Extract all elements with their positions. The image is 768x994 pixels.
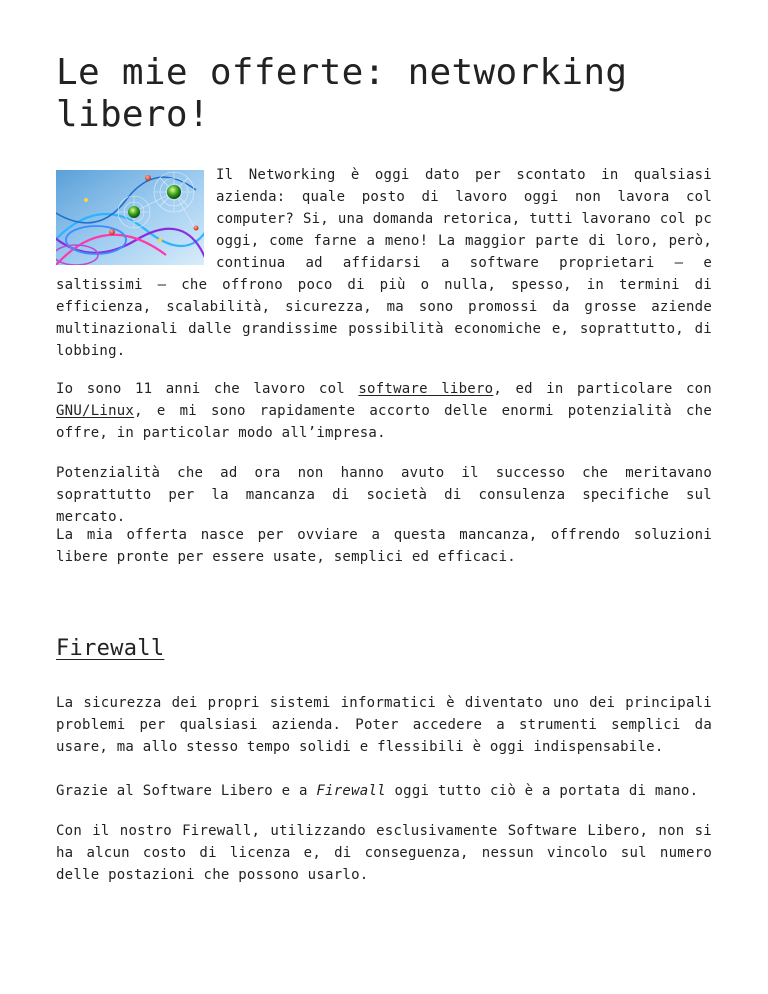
- paragraph-potenzialita: [56, 462, 712, 528]
- paragraph-software-libero: [56, 378, 712, 444]
- firewall-paragraph-3: Con il nostro Firewall, utilizzando esclusivamente Software Libero, non si ha alcun costo di licenza e, di conseguenza, nessun vincolo sul numero delle postazioni che possono usarlo.: [56, 823, 712, 883]
- p2-text-before: Io sono 11 anni che lavoro col: [56, 381, 359, 397]
- firewall-paragraph-1-block: [56, 692, 712, 758]
- firewall-paragraph-3-block: [56, 820, 712, 886]
- paragraph-2: [56, 378, 712, 444]
- gnu-linux-link[interactable]: GNU/Linux: [56, 403, 135, 419]
- p2-text-mid: , ed in particolare con: [493, 381, 712, 397]
- paragraph-3: Potenzialità che ad ora non hanno avuto il successo che meritavano soprattutto per la mancanza di società di consulenza specifiche sul mercato.: [56, 465, 712, 525]
- firewall-paragraph-2-block: [56, 780, 712, 802]
- p2-text-after: , e mi sono rapidamente accorto delle enormi potenzialità che offre, in particolar modo all’impresa.: [56, 403, 712, 441]
- network-abstract-image: [56, 170, 204, 265]
- firewall-emphasis: Firewall: [316, 783, 386, 799]
- firewall-paragraph-2: [56, 780, 712, 802]
- fw-p2-after: oggi tutto ciò è a portata di mano.: [385, 783, 699, 799]
- paragraph-offerta: [56, 524, 712, 568]
- firewall-heading-link[interactable]: Firewall: [56, 636, 165, 661]
- page-title: Le mie offerte: networking libero!: [56, 52, 628, 135]
- fw-p2-before: Grazie al Software Libero e a: [56, 783, 317, 799]
- paragraph-4: La mia offerta nasce per ovviare a questa mancanza, offrendo soluzioni libere pronte per essere usate, semplici ed efficaci.: [56, 527, 712, 565]
- intro-paragraph: Il Networking è oggi dato per scontato in qualsiasi azienda: quale posto di lavoro oggi non lavora col computer? Si, una domanda retorica, tutti lavorano col pc oggi, come farne a meno! La maggior parte di loro, però, continua ad affidarsi a software proprietari – e saltissimi – che offrono poco di più o nulla, spesso, in termini di efficienza, scalabilità, sicurezza, ma sono promossi da grosse aziende multinazionali dalle grandissime possibilità economiche e, soprattutto, di lobbing.: [56, 167, 712, 359]
- firewall-paragraph-1: La sicurezza dei propri sistemi informatici è diventato uno dei principali problemi per qualsiasi azienda. Poter accedere a strumenti semplici da usare, ma allo stesso tempo solidi e flessibili è oggi indispensabile.: [56, 695, 712, 755]
- intro-block: [56, 164, 712, 362]
- firewall-heading[interactable]: [56, 634, 164, 664]
- software-libero-link[interactable]: software libero: [358, 381, 494, 397]
